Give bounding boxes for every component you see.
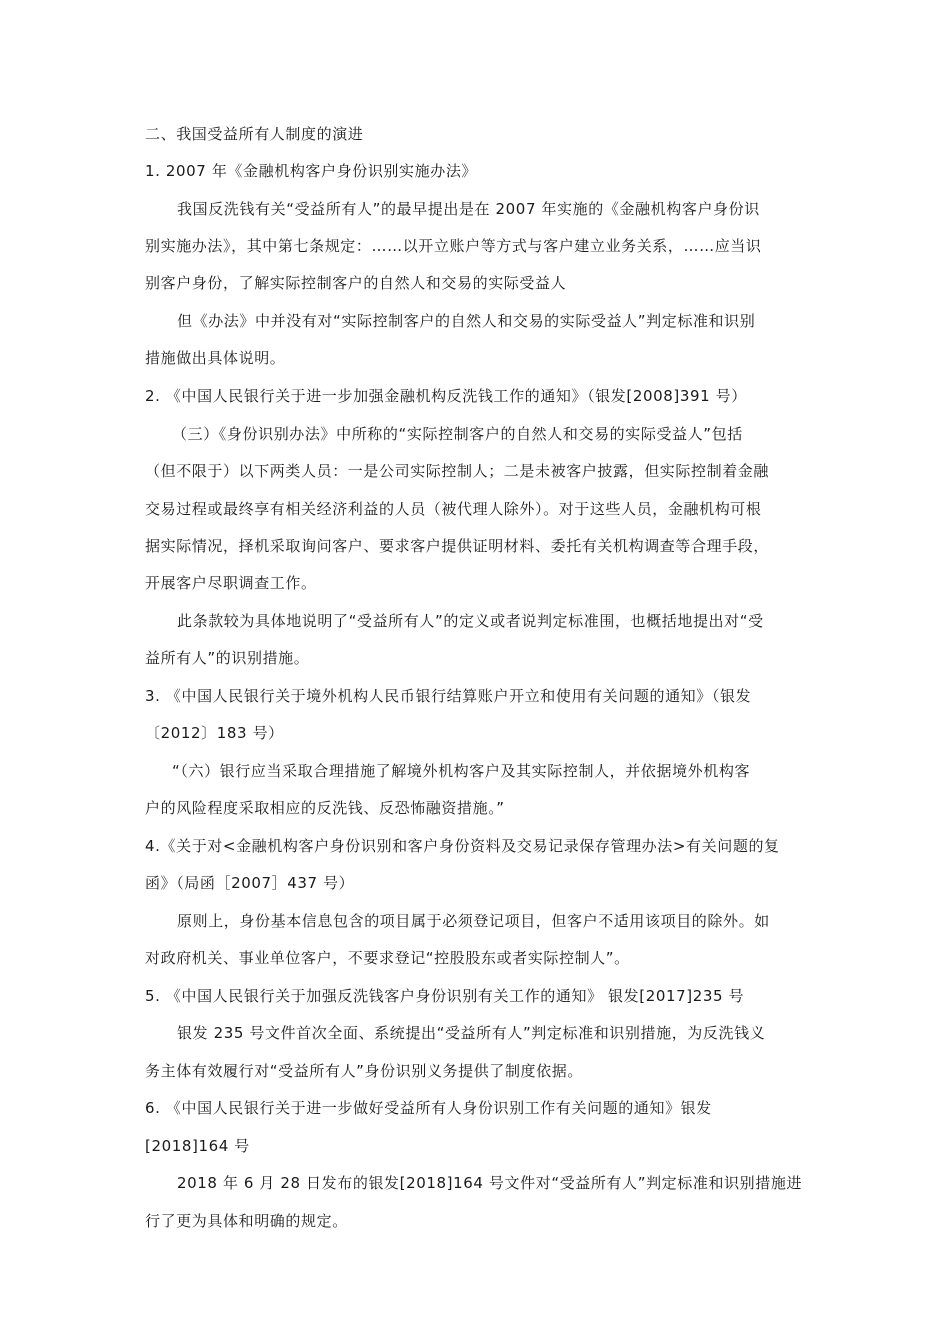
paragraph-line: 户的风险程度采取相应的反洗钱、反恐怖融资措施。”	[145, 799, 505, 817]
paragraph-line: 措施做出具体说明。	[145, 349, 286, 367]
paragraph-line: 益所有人”的识别措施。	[145, 649, 310, 667]
paragraph-line: 据实际情况，择机采取询问客户、要求客户提供证明材料、委托有关机构调查等合理手段，	[145, 537, 770, 555]
paragraph-line: 银发 235 号文件首次全面、系统提出“受益所有人”判定标准和识别措施，为反洗钱义	[177, 1024, 766, 1042]
paragraph-line: 务主体有效履行对“受益所有人”身份识别义务提供了制度依据。	[145, 1062, 583, 1080]
item-heading-4-cont: 函》（局函［2007］437 号）	[145, 874, 355, 892]
paragraph-line: 但《办法》中并没有对“实际控制客户的自然人和交易的实际受益人”判定标准和识别	[177, 312, 756, 330]
section-heading: 二、我国受益所有人制度的演进	[145, 125, 364, 143]
paragraph-line: 别实施办法》，其中第七条规定：……以开立账户等方式与客户建立业务关系，……应当识	[145, 237, 762, 255]
paragraph-line: 别客户身份，了解实际控制客户的自然人和交易的实际受益人	[145, 274, 567, 292]
paragraph-line: 开展客户尽职调查工作。	[145, 574, 317, 592]
item-heading-1: 1. 2007 年《金融机构客户身份识别实施办法》	[145, 162, 478, 180]
paragraph-line: “（六）银行应当采取合理措施了解境外机构客户及其实际控制人，并依据境外机构客	[172, 762, 751, 780]
paragraph-line: （三）《身份识别办法》中所称的“实际控制客户的自然人和交易的实际受益人”包括	[172, 425, 743, 443]
item-heading-3-cont: 〔2012〕183 号）	[145, 724, 284, 742]
paragraph-line: 此条款较为具体地说明了“受益所有人”的定义或者说判定标准围，也概括地提出对“受	[177, 612, 764, 630]
item-heading-6: 6. 《中国人民银行关于进一步做好受益所有人身份识别工作有关问题的通知》银发	[145, 1099, 712, 1117]
paragraph-line: 我国反洗钱有关“受益所有人”的最早提出是在 2007 年实施的《金融机构客户身份识	[177, 200, 760, 218]
item-heading-4: 4.《关于对<金融机构客户身份识别和客户身份资料及交易记录保存管理办法>有关问题的复	[145, 837, 780, 855]
paragraph-line: （但不限于）以下两类人员：一是公司实际控制人；二是未被客户披露，但实际控制着金融	[145, 462, 770, 480]
paragraph-line: 对政府机关、事业单位客户，不要求登记“控股股东或者实际控制人”。	[145, 949, 630, 967]
paragraph-line: 交易过程或最终享有相关经济利益的人员（被代理人除外）。对于这些人员，金融机构可根	[145, 500, 762, 518]
paragraph-line: 行了更为具体和明确的规定。	[145, 1212, 348, 1230]
item-heading-6-cont: [2018]164 号	[145, 1137, 250, 1155]
item-heading-3: 3. 《中国人民银行关于境外机构人民币银行结算账户开立和使用有关问题的通知》（银发	[145, 687, 752, 705]
paragraph-line: 2018 年 6 月 28 日发布的银发[2018]164 号文件对“受益所有人”判定标准和识别措施进	[177, 1174, 803, 1192]
paragraph-line: 原则上，身份基本信息包含的项目属于必须登记项目，但客户不适用该项目的除外。如	[177, 912, 770, 930]
item-heading-2: 2. 《中国人民银行关于进一步加强金融机构反洗钱工作的通知》（银发[2008]391 号）	[145, 387, 747, 405]
item-heading-5: 5. 《中国人民银行关于加强反洗钱客户身份识别有关工作的通知》 银发[2017]235 号	[145, 987, 745, 1005]
